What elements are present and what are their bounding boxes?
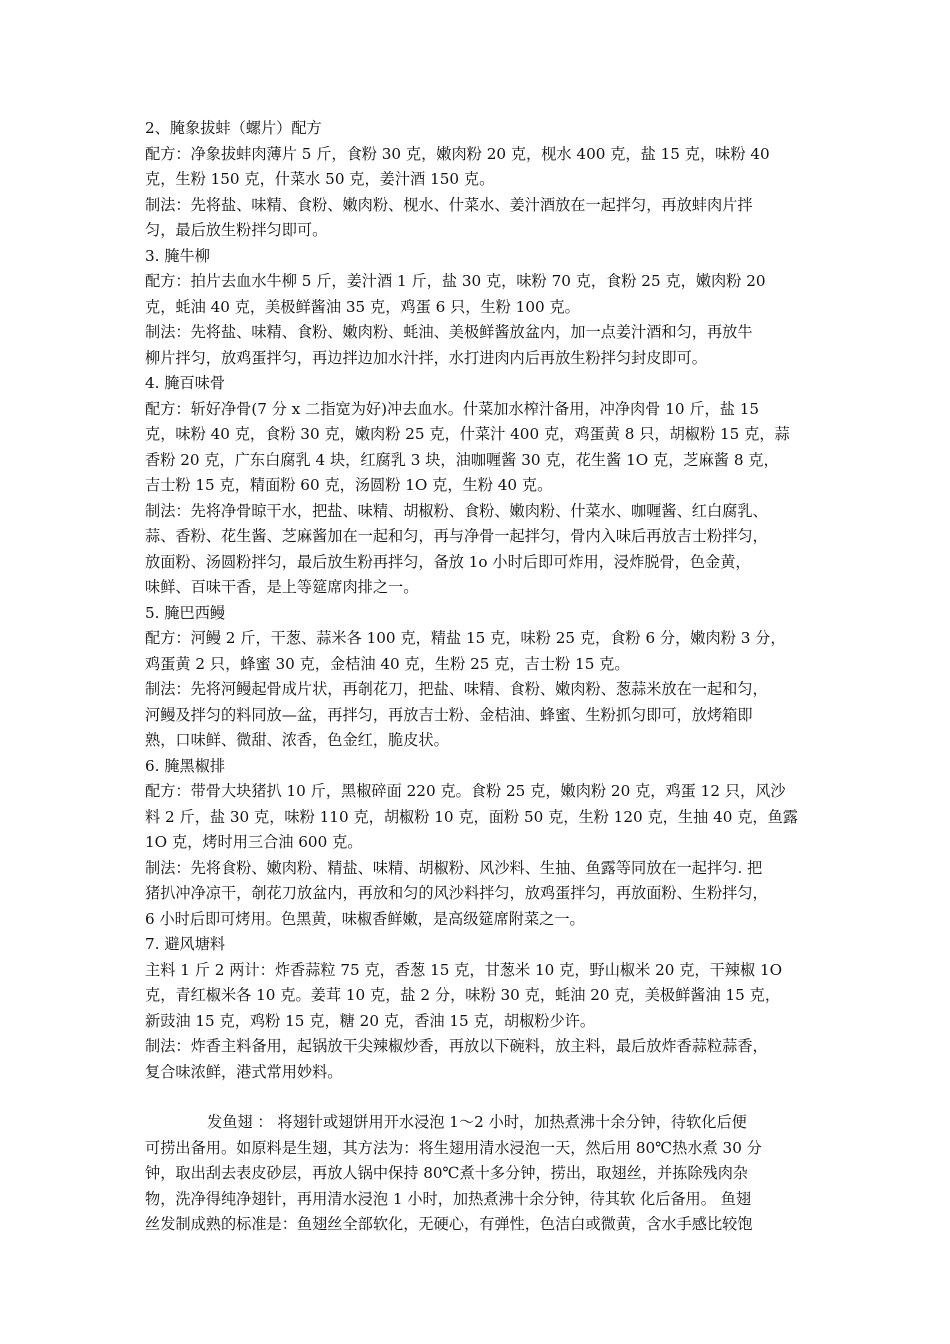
text-line: 制法：先将河鳗起骨成片状，再剞花刀，把盐、味精、食粉、嫩肉粉、葱蒜米放在一起和匀， [145,680,768,698]
recipe-section-5 [145,601,813,754]
text-line: 放面粉、汤圆粉拌匀，最后放生粉再拌匀，备放 1o 小时后即可炸用，浸炸脱骨，色金黄， [145,552,751,571]
recipe-section-2 [145,116,813,244]
text-line: 克，味粉 40 克，食粉 30 克，嫩肉粉 25 克，什菜汁 400 克，鸡蛋黄 8 只，胡椒粉 15 克，蒜 [145,425,790,443]
section-heading: 5. 腌巴西鳗 [145,603,226,622]
text-line: 河鳗及拌匀的料同放—盆，再拌匀，再放吉士粉、金桔油、蜂蜜、生粉抓匀即可，放烤箱即 [145,705,753,724]
section-heading: 7. 避风塘料 [145,935,226,953]
fish-fin-paragraph [145,1110,813,1238]
section-heading: 2、腌象拔蚌（螺片）配方 [145,119,322,137]
text-line: 香粉 20 克，广东白腐乳 4 块，红腐乳 3 块，油咖喱酱 30 克，花生酱 1O 克，芝麻酱 8 克， [145,450,779,469]
recipe-section-3 [145,244,813,372]
text-line: 制法：先将盐、味精、食粉、嫩肉粉、枧水、什菜水、姜汁酒放在一起拌匀，再放蚌肉片拌 [145,195,753,214]
text-line: 制法：炸香主料备用，起锅放干尖辣椒炒香，再放以下碗料，放主料，最后放炸香蒜粒蒜香， [145,1037,768,1055]
text-line: 主料 1 斤 2 两计：炸香蒜粒 75 克，香葱 15 克，甘葱米 10 克，野山椒米 20 克，干辣椒 1O [145,960,783,979]
text-line: 匀，最后放生粉拌匀即可。 [145,221,328,239]
text-line: 丝发制成熟的标准是：鱼翅丝全部软化，无硬心，有弹性，色洁白或微黄，含水手感比较饱 [145,1215,753,1233]
text-line: 制法：先将净骨晾干水，把盐、味精、胡椒粉、食粉、嫩肉粉、什菜水、咖喱酱、红白腐乳、 [145,501,768,520]
text-line: 钟，取出刮去表皮砂层，再放人锅中保持 80℃煮十多分钟，捞出，取翅丝，并拣除残肉杂 [145,1164,749,1182]
text-line: 克，蚝油 40 克，美极鲜酱油 35 克，鸡蛋 6 只，生粉 100 克。 [145,297,580,316]
text-line: 蒜、香粉、花生酱、芝麻酱加在一起和匀，再与净骨一起拌匀，骨内入味后再放吉士粉拌匀， [145,527,768,545]
document-page [145,116,813,1238]
text-line: 熟，口味鲜、微甜、浓香，色金红，脆皮状。 [145,731,449,749]
text-line: 发鱼翅 ： 将翅针或翅饼用开水浸泡 1～2 小时，加热煮沸十余分钟，待软化后便 [207,1113,747,1131]
recipe-section-7 [145,932,813,1085]
text-line: 配方：带骨大块猪扒 10 斤，黑椒碎面 220 克。食粉 25 克，嫩肉粉 20 克，鸡蛋 12 只，风沙 [145,782,786,800]
text-line: 克，青红椒米各 10 克。姜茸 10 克，盐 2 分，味粉 30 克，蚝油 20 克，美极鲜酱油 15 克， [145,986,781,1004]
text-line: 复合味浓鲜，港式常用妙料。 [145,1062,343,1081]
text-line: 新豉油 15 克，鸡粉 15 克，糖 20 克，香油 15 克，胡椒粉少许。 [145,1011,596,1030]
section-heading: 4. 腌百味骨 [145,374,226,392]
section-heading: 6. 腌黑椒排 [145,756,226,775]
text-line: 制法：先将盐、味精、食粉、嫩肉粉、蚝油、美极鲜酱放盆内，加一点姜汁酒和匀，再放牛 [145,323,753,341]
text-line: 猪扒冲净凉干，剞花刀放盆内，再放和匀的风沙料拌匀，放鸡蛋拌匀，再放面粉、生粉拌匀， [145,884,768,902]
text-line: 吉士粉 15 克，精面粉 60 克，汤圆粉 1O 克，生粉 40 克。 [145,476,553,494]
text-line: 配方：斩好净骨(7 分 x 二指宽为好)冲去血水。什菜加水榨汁备用，冲净肉骨 10 斤，盐 15 [145,399,760,418]
text-line: 配方：净象拔蚌肉薄片 5 斤，食粉 30 克，嫩肉粉 20 克，枧水 400 克，盐 15 克，味粉 40 [145,144,770,163]
text-line: 料 2 斤，盐 30 克，味粉 110 克，胡椒粉 10 克，面粉 50 克，生粉 120 克，生抽 40 克，鱼露 [145,807,798,826]
recipe-section-6 [145,754,813,933]
text-line: 配方：拍片去血水牛柳 5 斤，姜汁酒 1 斤，盐 30 克，味粉 70 克，食粉 25 克，嫩肉粉 20 [145,272,766,290]
text-line: 柳片拌匀，放鸡蛋拌匀，再边拌边加水汁拌，水打进肉内后再放生粉拌匀封皮即可。 [145,348,707,367]
text-line: 鸡蛋黄 2 只，蜂蜜 30 克，金桔油 40 克，生粉 25 克，吉士粉 15 克。 [145,654,630,673]
text-line: 6 小时后即可烤用。色黑黄，味椒香鲜嫩，是高级筵席附菜之一。 [145,909,585,928]
text-line: 克，生粉 150 克，什菜水 50 克，姜汁酒 150 克。 [145,170,495,188]
text-line: 配方：河鳗 2 斤，干葱、蒜米各 100 克，精盐 15 克，味粉 25 克，食粉 6 分，嫩肉粉 3 分， [145,629,786,647]
paragraph-gap [145,1085,813,1110]
text-line: 物，洗净得纯净翅针，再用清水浸泡 1 小时，加热煮沸十余分钟，待其软 化后备用。 鱼翅 [145,1189,752,1208]
text-line: 制法：先将食粉、嫩肉粉、精盐、味精、胡椒粉、风沙料、生抽、鱼露等同放在一起拌匀. 把 [145,858,763,877]
section-heading: 3. 腌牛柳 [145,246,210,265]
recipe-section-4 [145,371,813,601]
text-line: 1O 克，烤时用三合油 600 克。 [145,833,363,851]
text-line: 可捞出备用。如原料是生翅，其方法为：将生翅用清水浸泡一天，然后用 80℃热水煮 30 分 [145,1138,762,1157]
text-line: 味鲜、百味干香，是上等筵席肉排之一。 [145,578,419,596]
